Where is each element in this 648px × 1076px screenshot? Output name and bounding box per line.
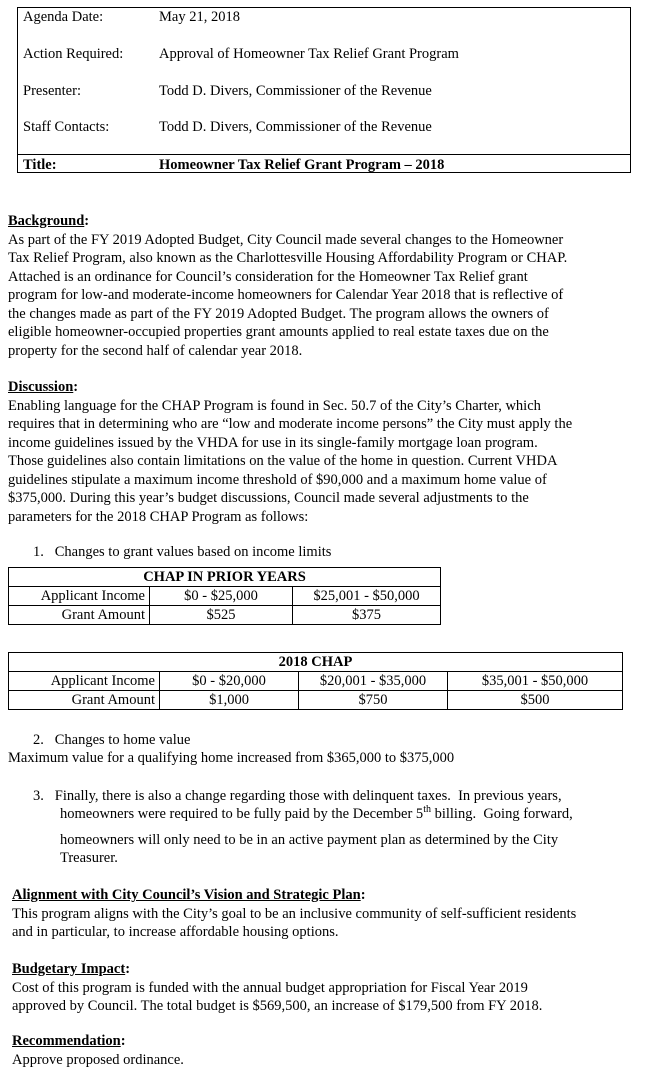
table-cell: $0 - $25,000 bbox=[150, 587, 293, 606]
discussion-line: guidelines stipulate a maximum income threshold of $90,000 and a maximum home value of bbox=[8, 471, 547, 488]
table-cell: $20,001 - $35,000 bbox=[299, 672, 448, 691]
table-cell: $750 bbox=[299, 691, 448, 710]
background-line: Tax Relief Program, also known as the Charlottesville Housing Affordability Program or CHAP. bbox=[8, 250, 568, 266]
table-cell: $525 bbox=[150, 606, 293, 625]
chap-2018-table bbox=[8, 652, 623, 710]
chap-prior-years-table bbox=[8, 567, 441, 625]
budgetary-line: Cost of this program is funded with the annual budget appropriation for Fiscal Year 2019 bbox=[12, 979, 528, 996]
table-cell: $500 bbox=[448, 691, 623, 710]
background-line: Attached is an ordinance for Council’s consideration for the Homeowner Tax Relief grant bbox=[8, 268, 528, 285]
background-section: Background: As part of the FY 2019 Adopted Budget, City Council made several changes to the Homeowner Tax Relief Program, also known as the Charlottesville Housing Affordability Program or CHAP. Attached is an ordinance for Council’s consideration for the Homeowner Tax Relief grant program for low-and moderate-income homeowners for Calendar Year 2018 that is reflective of the changes made as part of the FY 2019 Adopted Budget. The program allows the owners of eligible homeowner-occupied properties grant amounts applied to real estate taxes due on the property for the second half of calendar year 2018. bbox=[8, 212, 638, 360]
staff-contacts-label: Staff Contacts: bbox=[23, 119, 110, 135]
background-line: program for low-and moderate-income homeowners for Calendar Year 2018 that is reflective of bbox=[8, 287, 564, 303]
table-title: CHAP IN PRIOR YEARS bbox=[9, 568, 441, 587]
recommendation-section: Recommendation: Approve proposed ordinance. bbox=[12, 1032, 642, 1069]
staff-contacts-value: Todd D. Divers, Commissioner of the Revenue bbox=[159, 119, 432, 135]
recommendation-heading: Recommendation bbox=[12, 1033, 121, 1049]
presenter-label: Presenter: bbox=[23, 83, 81, 99]
discussion-line: income guidelines issued by the VHDA for use in its single-family mortgage loan program. bbox=[8, 434, 538, 451]
recommendation-line: Approve proposed ordinance. bbox=[12, 1051, 184, 1068]
action-required-value: Approval of Homeowner Tax Relief Grant Program bbox=[159, 46, 459, 62]
row-label-income: Applicant Income bbox=[9, 672, 160, 691]
budgetary-line: approved by Council. The total budget is $569,500, an increase of $179,500 from FY 2018. bbox=[12, 998, 543, 1014]
list-item-1: 1. Changes to grant values based on income limits bbox=[33, 544, 332, 560]
list-item-2-text: Maximum value for a qualifying home increased from $365,000 to $375,000 bbox=[8, 750, 455, 766]
discussion-heading: Discussion bbox=[8, 379, 74, 395]
table-cell: $0 - $20,000 bbox=[160, 672, 299, 691]
background-line: As part of the FY 2019 Adopted Budget, City Council made several changes to the Homeowner bbox=[8, 231, 564, 248]
list-item-3-line: Treasurer. bbox=[60, 850, 118, 866]
table-cell: $1,000 bbox=[160, 691, 299, 710]
list-item-3-line: homeowners were required to be fully paid by the December 5th billing. Going forward, bbox=[60, 804, 573, 822]
alignment-section: Alignment with City Council’s Vision and Strategic Plan: This program aligns with the City’s goal to be an inclusive community of self-sufficient residents and in particular, to increase affordable housing options. bbox=[12, 886, 642, 942]
background-line: the changes made as part of the FY 2019 Adopted Budget. The program allows the owners of bbox=[8, 305, 549, 322]
action-required-label: Action Required: bbox=[23, 46, 124, 62]
list-item-2: 2. Changes to home value bbox=[33, 732, 191, 748]
row-label-grant: Grant Amount bbox=[9, 606, 150, 625]
table-title: 2018 CHAP bbox=[9, 653, 623, 672]
discussion-section: Discussion: Enabling language for the CHAP Program is found in Sec. 50.7 of the City’s Charter, which requires that in determining who are “low and moderate income persons” the City must apply the income guidelines issued by the VHDA for use in its single-family mortgage loan program. Those guidelines also contain limitations on the value of the home in question. Current VHDA guidelines stipulate a maximum income threshold of $90,000 and a maximum home value of $375,000. During this year’s budget discussions, Council made several adjustments to the parameters for the 2018 CHAP Program as follows: bbox=[8, 378, 638, 526]
title-value: Homeowner Tax Relief Grant Program – 2018 bbox=[159, 157, 445, 173]
budgetary-heading: Budgetary Impact bbox=[12, 961, 126, 977]
discussion-line: Those guidelines also contain limitations on the value of the home in question. Current VHDA bbox=[8, 453, 558, 469]
alignment-line: and in particular, to increase affordable housing options. bbox=[12, 924, 339, 940]
discussion-line: Enabling language for the CHAP Program is found in Sec. 50.7 of the City’s Charter, which bbox=[8, 397, 541, 414]
discussion-line: $375,000. During this year’s budget discussions, Council made several adjustments to the bbox=[8, 490, 529, 506]
alignment-heading: Alignment with City Council’s Vision and Strategic Plan bbox=[12, 887, 361, 903]
agenda-date-value: May 21, 2018 bbox=[159, 9, 240, 25]
title-label: Title: bbox=[23, 157, 57, 173]
table-cell: $35,001 - $50,000 bbox=[448, 672, 623, 691]
presenter-value: Todd D. Divers, Commissioner of the Revenue bbox=[159, 83, 432, 99]
table-cell: $25,001 - $50,000 bbox=[293, 587, 441, 606]
discussion-line: parameters for the 2018 CHAP Program as follows: bbox=[8, 508, 309, 525]
row-label-income: Applicant Income bbox=[9, 587, 150, 606]
background-line: property for the second half of calendar year 2018. bbox=[8, 342, 303, 359]
discussion-line: requires that in determining who are “low and moderate income persons” the City must apply the bbox=[8, 416, 573, 432]
table-cell: $375 bbox=[293, 606, 441, 625]
agenda-date-label: Agenda Date: bbox=[23, 9, 104, 25]
row-label-grant: Grant Amount bbox=[9, 691, 160, 710]
background-heading: Background bbox=[8, 213, 85, 229]
background-line: eligible homeowner-occupied properties grant amounts applied to real estate taxes due on the bbox=[8, 324, 549, 340]
alignment-line: This program aligns with the City’s goal to be an inclusive community of self-sufficient residents bbox=[12, 905, 577, 922]
list-item-3-line: 3. Finally, there is also a change regarding those with delinquent taxes. In previous years, bbox=[33, 788, 562, 804]
list-item-3-line: homeowners will only need to be in an active payment plan as determined by the City bbox=[60, 832, 559, 848]
title-row-divider bbox=[17, 154, 631, 155]
budgetary-section: Budgetary Impact: Cost of this program is funded with the annual budget appropriation for Fiscal Year 2019 approved by Council. The total budget is $569,500, an increase of $179,500 from FY 2018. bbox=[12, 960, 642, 1016]
